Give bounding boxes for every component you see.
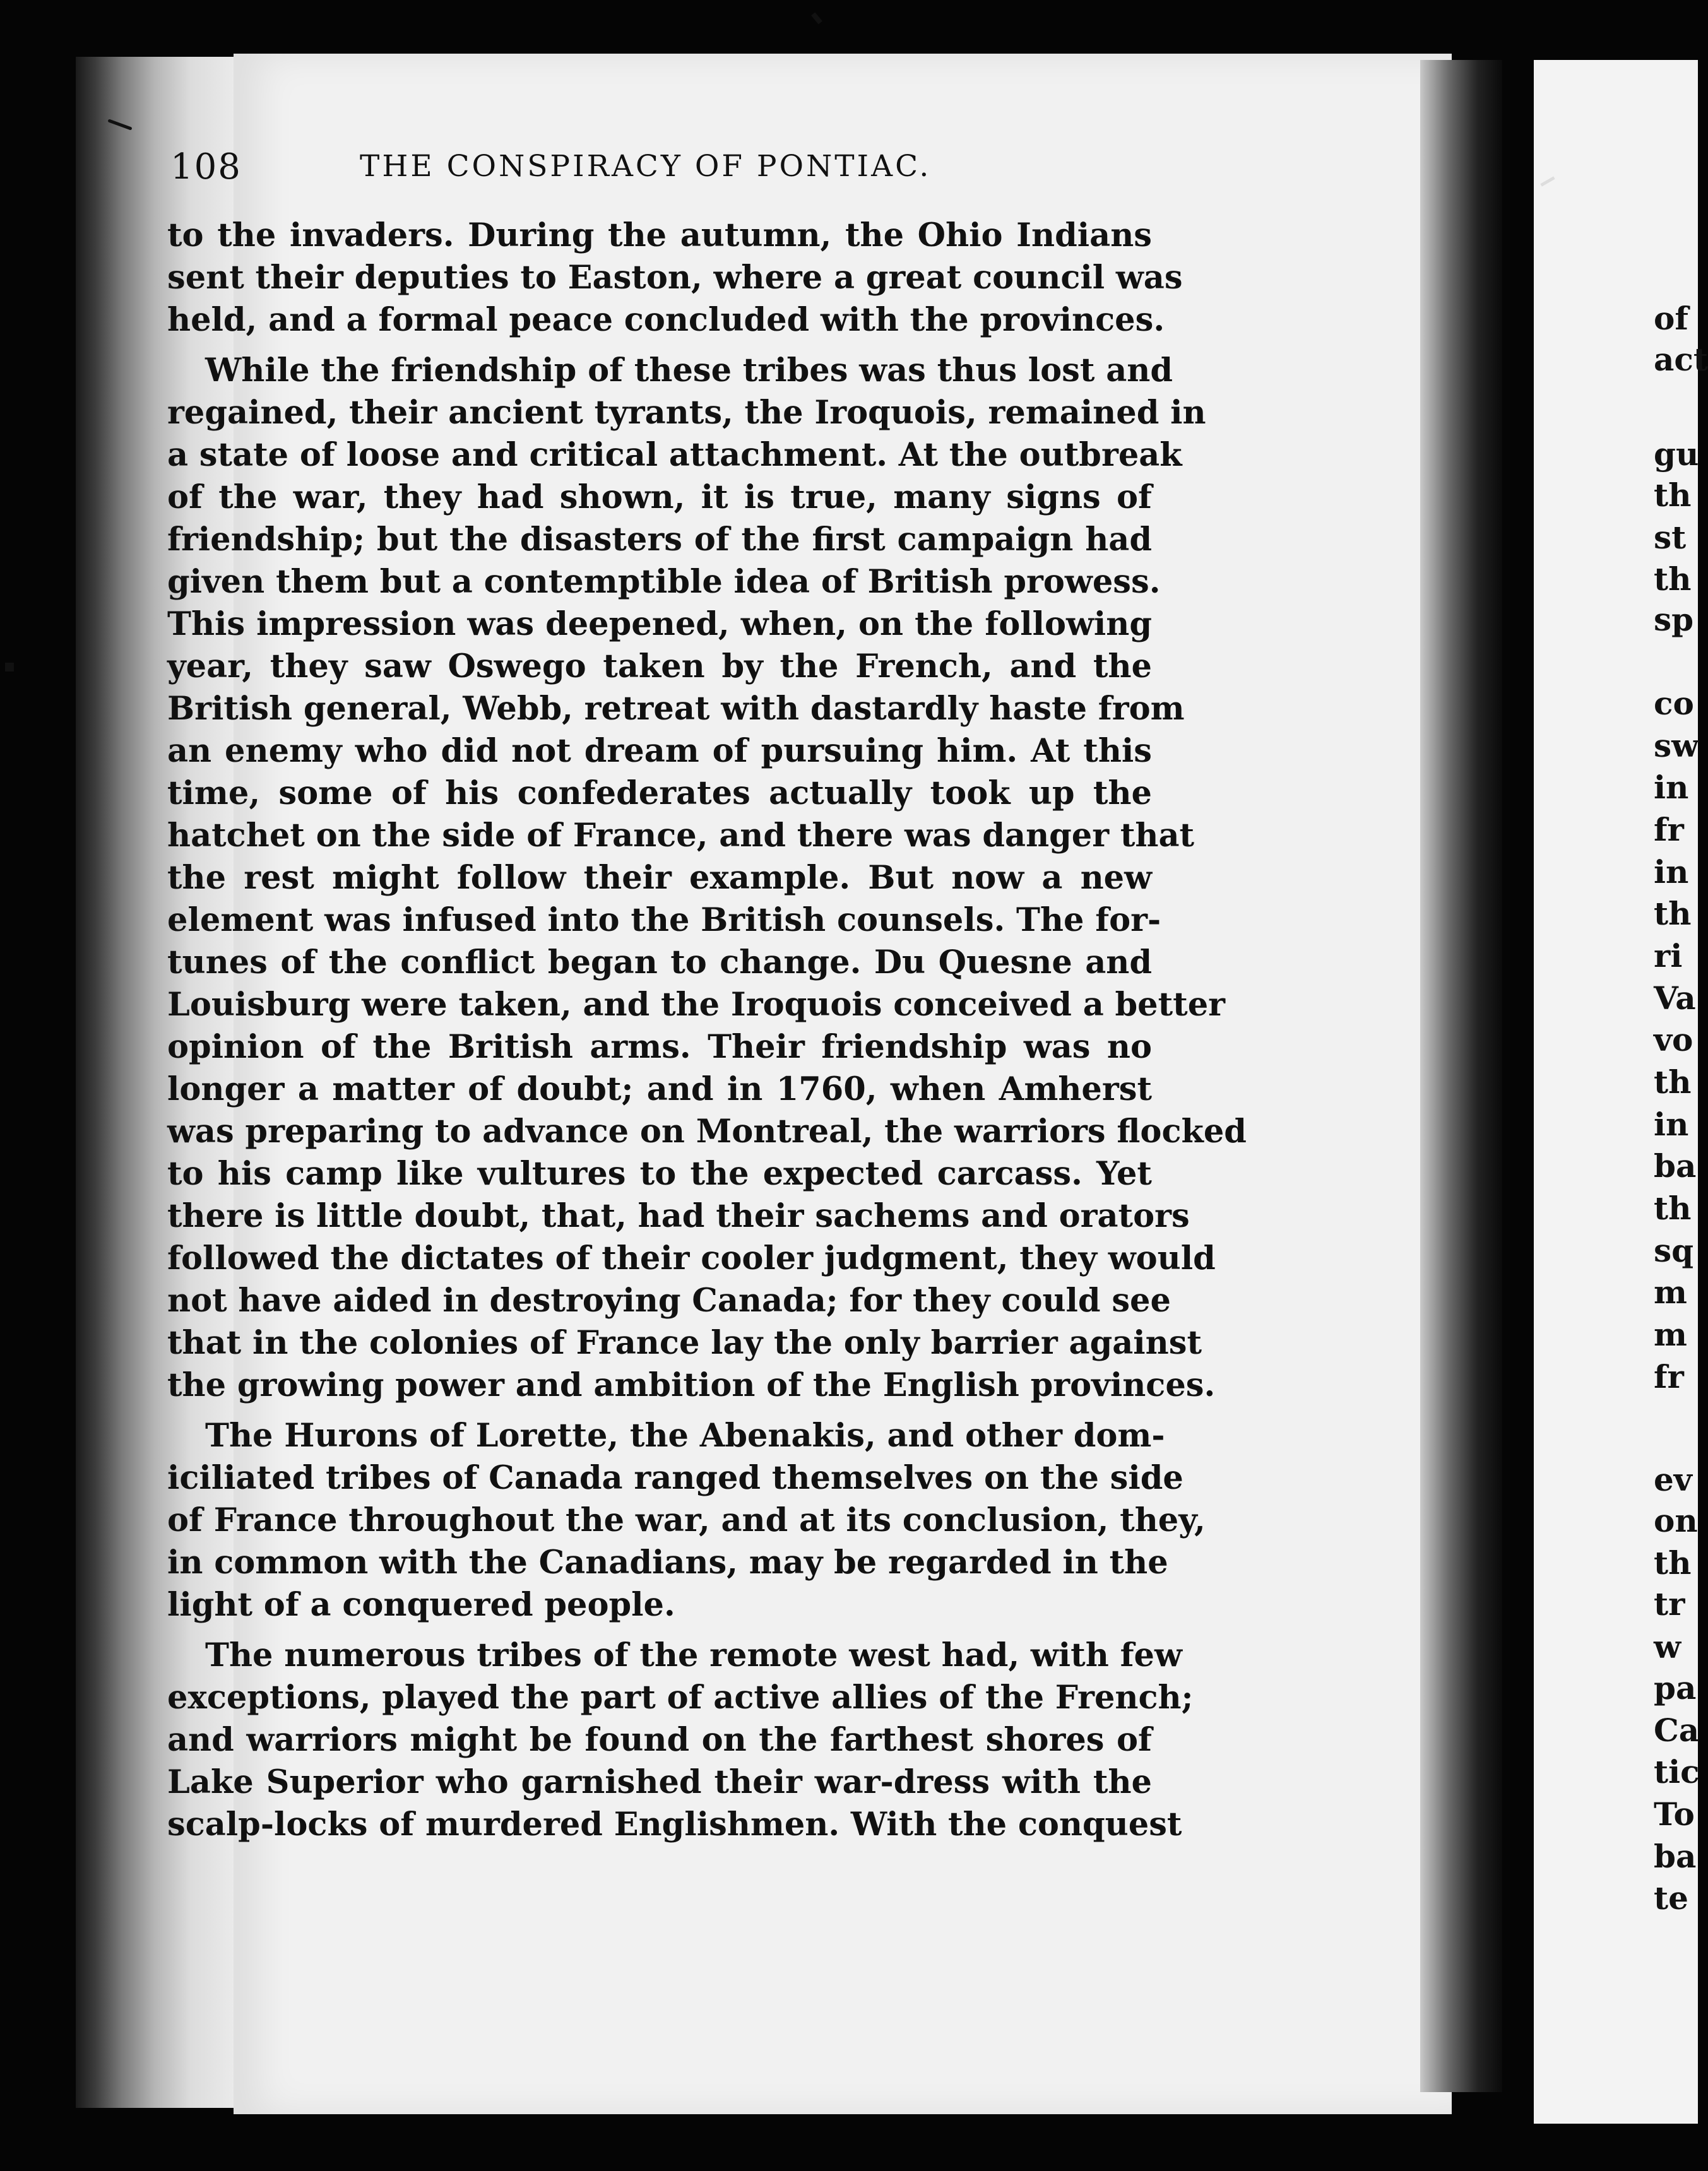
text-line: of the war, they had shown, it is true, many signs of (167, 478, 1152, 516)
text-line: Lake Superior who garnished their war-dress with the (167, 1763, 1152, 1801)
facing-page-fragment: in (1654, 769, 1689, 806)
facing-page-fragment: Va (1654, 979, 1696, 1017)
facing-page-fragment: sp (1654, 601, 1694, 638)
text-line: hatchet on the side of France, and there was danger that (167, 817, 1195, 855)
page-number: 108 (170, 146, 242, 187)
text-line: regained, their ancient tyrants, the Iroquois, remained in (167, 394, 1206, 432)
facing-page-fragment: ba (1654, 1147, 1697, 1185)
running-title: THE CONSPIRACY OF PONTIAC. (360, 149, 932, 184)
facing-page-fragment: act (1654, 341, 1708, 378)
text-line: a state of loose and critical attachment. At the outbreak (167, 436, 1182, 474)
paragraph (167, 350, 1247, 1407)
facing-page-fragment: pa (1654, 1669, 1697, 1707)
facing-page-fragment: m (1654, 1274, 1687, 1311)
facing-page-fragment: w (1654, 1628, 1681, 1665)
text-line: followed the dictates of their cooler judgment, they would (167, 1239, 1216, 1277)
facing-page-fragment: th (1654, 1190, 1692, 1227)
facing-page-fragment: th (1654, 560, 1692, 598)
facing-page-fragment: m (1654, 1316, 1687, 1353)
text-line: scalp-locks of murdered Englishmen. With the conquest (167, 1806, 1182, 1843)
text-line: given them but a contemptible idea of British prowess. (167, 563, 1161, 601)
text-line: held, and a formal peace concluded with the provinces. (167, 301, 1165, 339)
facing-page-fragment: ri (1654, 937, 1683, 974)
scan-mark (5, 663, 14, 671)
text-line: While the friendship of these tribes was thus lost and (205, 352, 1173, 389)
facing-page-fragment: th (1654, 1063, 1692, 1101)
book-gutter-shadow (1420, 60, 1502, 2092)
text-line: to his camp like vultures to the expected carcass. Yet (167, 1155, 1152, 1193)
facing-page-fragment: tic (1654, 1753, 1700, 1790)
text-line: This impression was deepened, when, on the following (167, 605, 1152, 643)
paragraph (167, 1635, 1194, 1846)
facing-page-fragment: Ca (1654, 1712, 1700, 1749)
text-line: longer a matter of doubt; and in 1760, when Amherst (167, 1070, 1152, 1108)
text-line: tunes of the conflict began to change. Du Quesne and (167, 944, 1152, 981)
facing-page-fragment: th (1654, 476, 1692, 514)
paragraph (167, 1415, 1206, 1626)
text-line: light of a conquered people. (167, 1586, 675, 1624)
text-line: that in the colonies of France lay the only barrier against (167, 1324, 1202, 1362)
text-line: there is little doubt, that, had their sachems and orators (167, 1197, 1190, 1235)
text-line: Louisburg were taken, and the Iroquois conceived a better (167, 986, 1226, 1024)
text-line: and warriors might be found on the farthest shores of (167, 1721, 1152, 1759)
facing-page-fragment: vo (1654, 1021, 1693, 1058)
facing-page-fragment: gu (1654, 435, 1699, 473)
text-line: sent their deputies to Easton, where a great council was (167, 259, 1183, 297)
text-line: was preparing to advance on Montreal, the warriors flocked (167, 1113, 1247, 1151)
scan-mark (811, 13, 822, 25)
facing-page-fragment: ev (1654, 1461, 1692, 1498)
text-line: year, they saw Oswego taken by the French, and the (167, 648, 1152, 685)
text-line: friendship; but the disasters of the first campaign had (167, 521, 1152, 559)
facing-page-fragment: sq (1654, 1232, 1694, 1269)
facing-page-fragment: st (1654, 519, 1687, 556)
facing-page-fragment: te (1654, 1879, 1688, 1917)
text-line: time, some of his confederates actually took up the (167, 774, 1152, 812)
facing-page-fragment: th (1654, 895, 1692, 932)
facing-page-fragment: ba (1654, 1838, 1697, 1875)
facing-page-fragment: fr (1654, 1358, 1684, 1395)
text-line: an enemy who did not dream of pursuing him. At this (167, 732, 1152, 770)
text-line: the rest might follow their example. But now a new (167, 859, 1152, 897)
text-line: iciliated tribes of Canada ranged themselves on the side (167, 1459, 1183, 1497)
text-line: in common with the Canadians, may be regarded in the (167, 1544, 1168, 1582)
text-line: The numerous tribes of the remote west had, with few (205, 1636, 1182, 1674)
text-line: element was infused into the British counsels. The for- (167, 901, 1161, 939)
facing-page-fragment: sw (1654, 727, 1699, 764)
text-line: the growing power and ambition of the English provinces. (167, 1366, 1216, 1404)
facing-page-fragment: in (1654, 1106, 1689, 1143)
facing-page-fragment: co (1654, 685, 1694, 722)
facing-page-fragment: in (1654, 853, 1689, 890)
text-line: exceptions, played the part of active allies of the French; (167, 1679, 1194, 1717)
text-line: of France throughout the war, and at its conclusion, they, (167, 1501, 1206, 1539)
text-line: not have aided in destroying Canada; for they could see (167, 1282, 1171, 1320)
text-line: The Hurons of Lorette, the Abenakis, and other dom- (205, 1417, 1165, 1455)
facing-page-fragment: To (1654, 1795, 1695, 1833)
text-line: British general, Webb, retreat with dastardly haste from (167, 690, 1185, 728)
facing-page-fragment: fr (1654, 811, 1684, 848)
paragraph (167, 215, 1183, 341)
facing-page-fragment: th (1654, 1544, 1692, 1582)
facing-page-fragment: on (1654, 1502, 1698, 1539)
facing-page-fragment: of (1654, 300, 1688, 337)
facing-page-fragment: tr (1654, 1585, 1685, 1623)
text-line: opinion of the British arms. Their friendship was no (167, 1028, 1152, 1066)
body-text (167, 215, 1247, 1846)
text-line: to the invaders. During the autumn, the Ohio Indians (167, 216, 1152, 254)
